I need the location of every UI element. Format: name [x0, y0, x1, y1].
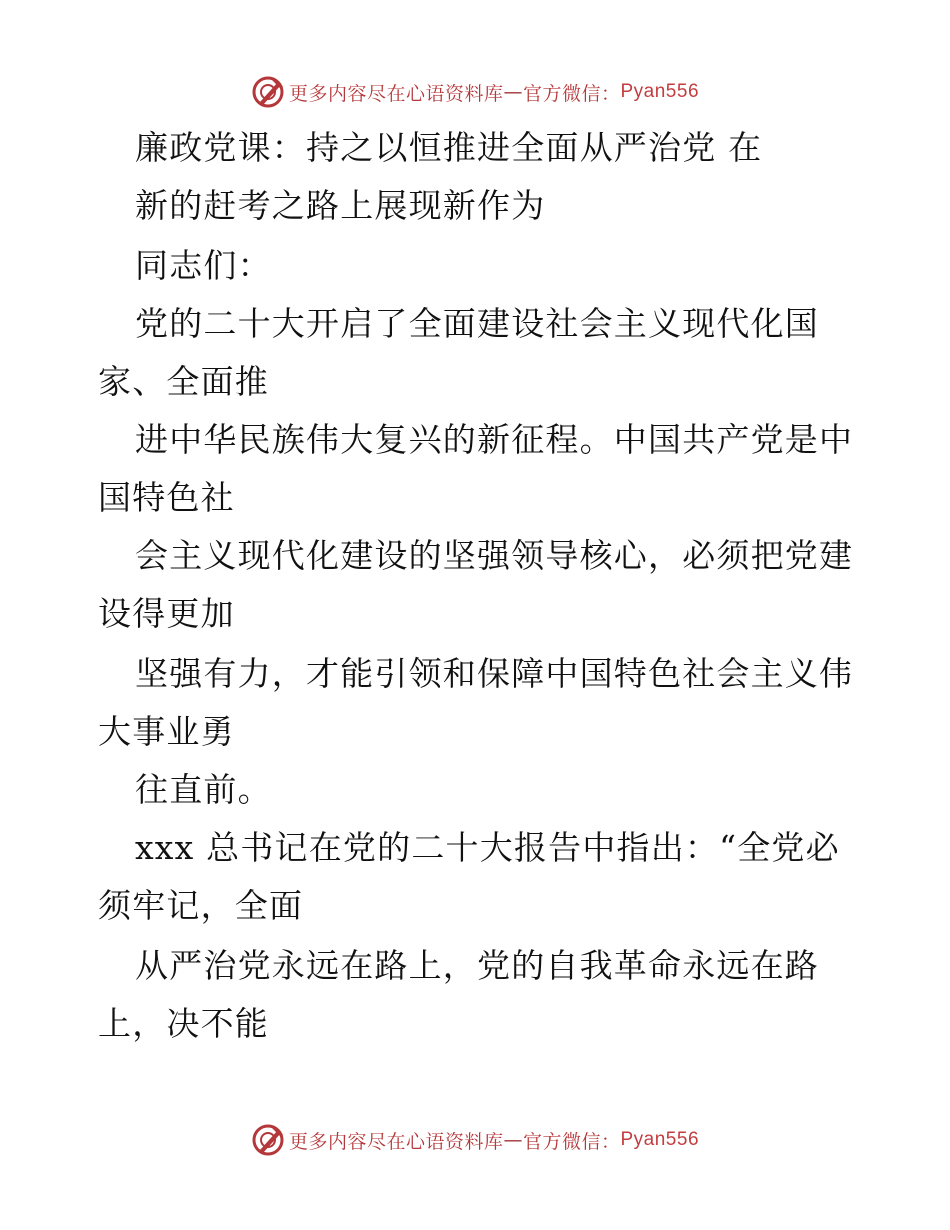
banner-wechat-handle: Pyan556	[620, 1129, 700, 1150]
banner-dash: —	[503, 81, 523, 103]
banner-main-text: 更多内容尽在心语资料库	[288, 82, 504, 105]
paragraph-line: 大事业勇	[98, 712, 235, 751]
banner-main-text: 更多内容尽在心语资料库	[288, 1130, 504, 1153]
salutation: 同志们：	[135, 246, 272, 285]
paragraph-line: xxx 总书记在党的二十大报告中指出：“全党必	[135, 828, 840, 867]
paragraph-line: 设得更加	[98, 594, 235, 633]
document-title-line-1: 廉政党课：持之以恒推进全面从严治党 在	[135, 128, 763, 167]
banner-wechat-label: 官方微信：	[522, 82, 621, 105]
paragraph-line: 国特色社	[98, 478, 235, 517]
header-banner	[0, 70, 950, 114]
pen-logo-icon	[251, 1123, 285, 1157]
footer-banner	[0, 1118, 950, 1162]
paragraph-line: 党的二十大开启了全面建设社会主义现代化国	[135, 304, 819, 343]
paragraph-line: 家、全面推	[98, 362, 269, 401]
pen-logo-icon	[251, 75, 285, 109]
paragraph-line: 会主义现代化建设的坚强领导核心，必须把党建	[135, 536, 854, 575]
paragraph-line: 进中华民族伟大复兴的新征程。中国共产党是中	[135, 420, 854, 459]
paragraph-line: 从严治党永远在路上，党的自我革命永远在路	[135, 946, 819, 985]
paragraph-line: 坚强有力，才能引领和保障中国特色社会主义伟	[135, 654, 854, 693]
document-title-line-2: 新的赶考之路上展现新作为	[135, 186, 546, 225]
banner-wechat-label: 官方微信：	[522, 1130, 621, 1153]
paragraph-line: 上，决不能	[98, 1004, 269, 1043]
banner-wechat-handle: Pyan556	[620, 81, 700, 102]
paragraph-line: 往直前。	[135, 770, 272, 809]
paragraph-line: 须牢记，全面	[98, 886, 304, 925]
banner-dash: —	[503, 1129, 523, 1151]
